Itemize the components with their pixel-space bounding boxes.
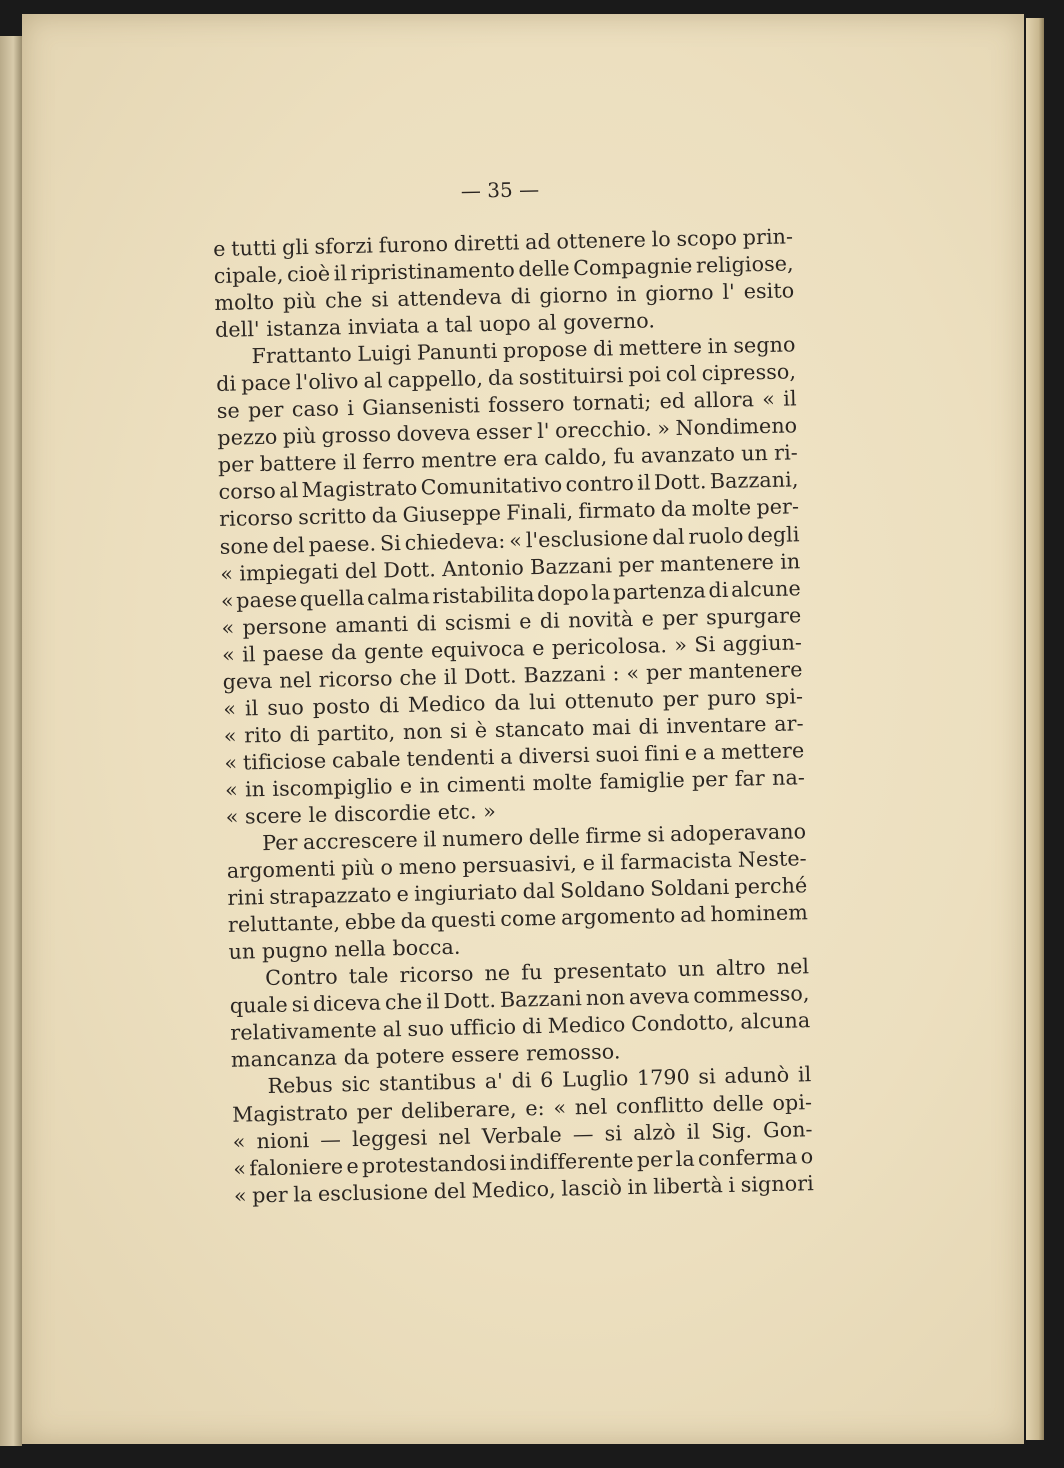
text-line: Rebus sic stantibus a' di 6 Luglio 1790 si adunò il bbox=[267, 1062, 812, 1099]
text-line: e tutti gli sforzi furono diretti ad ottenere lo scopo prin- bbox=[213, 224, 794, 261]
text-line: pezzo più grosso doveva esser l' orecchio. » Nondimeno bbox=[217, 413, 798, 451]
text-line: di pace l'olivo al cappello, da sostituirsi poi col cipresso, bbox=[215, 359, 797, 397]
page-number: — 35 — bbox=[460, 177, 540, 203]
text-line: « scere le discordie etc. » bbox=[225, 798, 497, 829]
text-line: « faloniere e protestandosi indifferente per la conferma o bbox=[233, 1143, 814, 1181]
text-line: « paese quella calma ristabilita dopo la partenza di alcune bbox=[220, 575, 802, 613]
text-line: per battere il ferro mentre era caldo, fu avanzato un ri- bbox=[217, 440, 799, 478]
page-stack-edge bbox=[1026, 18, 1044, 1440]
text-line: un pugno nella bocca. bbox=[228, 934, 461, 965]
text-line: corso al Magistrato Comunitativo contro il Dott. Bazzani, bbox=[218, 467, 799, 505]
text-line: « impiegati del Dott. Antonio Bazzani per mantenere in bbox=[220, 548, 801, 586]
text-line: « per la esclusione del Medico, lasciò in libertà i signori bbox=[233, 1170, 815, 1208]
text-line: molto più che si attendeva di giorno in giorno l' esito bbox=[214, 278, 795, 316]
text-line: Frattanto Luigi Panunti propose di mettere in segno bbox=[251, 332, 796, 369]
text-line: mancanza da potere essere remosso. bbox=[230, 1039, 621, 1073]
text-line: « nioni — leggesi nel Verbale — si alzò il Sig. Gon- bbox=[232, 1116, 813, 1154]
text-line: Magistrato per deliberare, e: « nel conflitto delle opi- bbox=[231, 1089, 813, 1127]
text-line: « tificiose cabale tendenti a diversi suoi fini e a mettere bbox=[224, 738, 805, 775]
text-line: « in iscompiglio e in cimenti molte famiglie per far na- bbox=[224, 765, 806, 802]
text-line: geva nel ricorso che il Dott. Bazzani : « per mantenere bbox=[222, 656, 803, 694]
text-line: « il suo posto di Medico da lui ottenuto per puro spi- bbox=[223, 684, 804, 721]
text-line: cipale, cioè il ripristinamento delle Compagnie religiose, bbox=[213, 251, 794, 289]
text-line: « rito di partito, non si è stancato mai di inventare ar- bbox=[223, 711, 804, 748]
text-line: argomenti più o meno persuasivi, e il farmacista Neste- bbox=[226, 846, 807, 883]
text-line: Contro tale ricorso ne fu presentato un altro nel bbox=[264, 954, 810, 991]
text-line: se per caso i Giansenisti fossero tornati; ed allora « il bbox=[216, 386, 797, 424]
text-line: « persone amanti di scismi e di novità e per spurgare bbox=[221, 602, 802, 640]
previous-page-edge bbox=[0, 36, 22, 1446]
text-line: Per accrescere il numero delle firme si adoperavano bbox=[261, 819, 807, 856]
text-line: dell' istanza inviata a tal uopo al governo. bbox=[214, 308, 656, 343]
text-line: « il paese da gente equivoca e pericolosa. » Si aggiun- bbox=[221, 629, 803, 667]
text-line: rini strapazzato e ingiuriato dal Soldano Soldani perché bbox=[227, 873, 808, 910]
text-line: reluttante, ebbe da questi come argomento ad hominem bbox=[227, 900, 809, 938]
text-line: sone del paese. Si chiedeva: « l'esclusione dal ruolo degli bbox=[219, 521, 800, 559]
text-line: quale si diceva che il Dott. Bazzani non aveva commesso, bbox=[229, 981, 810, 1019]
body-text bbox=[213, 223, 814, 1209]
text-line: ricorso scritto da Giuseppe Finali, firmato da molte per- bbox=[218, 494, 800, 532]
text-line: relativamente al suo ufficio di Medico Condotto, alcuna bbox=[230, 1008, 811, 1046]
